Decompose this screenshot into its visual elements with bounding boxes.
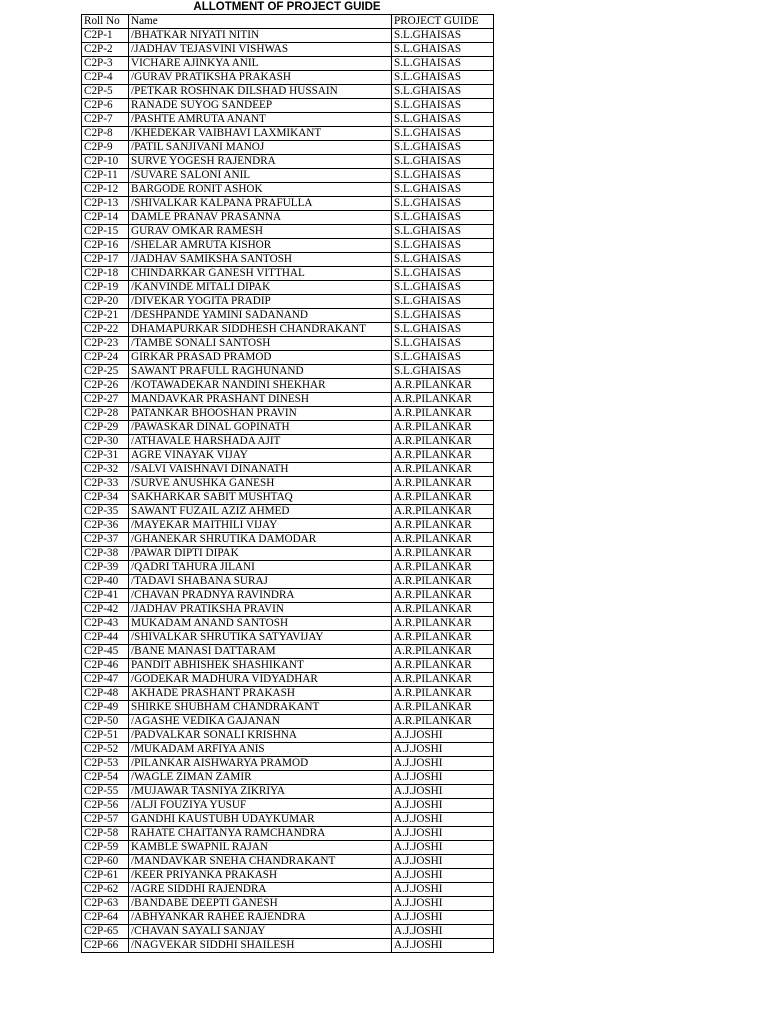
name-cell: /TAMBE SONALI SANTOSH <box>129 337 392 351</box>
roll-no-cell: C2P-53 <box>82 757 129 771</box>
name-cell: /ATHAVALE HARSHADA AJIT <box>129 435 392 449</box>
table-row <box>82 533 494 547</box>
project-guide-cell: S.L.GHAISAS <box>392 85 494 99</box>
name-cell: BARGODE RONIT ASHOK <box>129 183 392 197</box>
project-guide-cell: A.R.PILANKAR <box>392 631 494 645</box>
roll-no-cell: C2P-16 <box>82 239 129 253</box>
name-cell: SAWANT PRAFULL RAGHUNAND <box>129 365 392 379</box>
project-guide-cell: A.J.JOSHI <box>392 911 494 925</box>
project-guide-cell: A.J.JOSHI <box>392 883 494 897</box>
name-cell: /KOTAWADEKAR NANDINI SHEKHAR <box>129 379 392 393</box>
name-cell: /ABHYANKAR RAHEE RAJENDRA <box>129 911 392 925</box>
roll-no-cell: C2P-21 <box>82 309 129 323</box>
table-row <box>82 603 494 617</box>
project-guide-cell: S.L.GHAISAS <box>392 113 494 127</box>
name-cell: /KHEDEKAR VAIBHAVI LAXMIKANT <box>129 127 392 141</box>
roll-no-cell: C2P-25 <box>82 365 129 379</box>
table-row <box>82 337 494 351</box>
project-guide-cell: A.R.PILANKAR <box>392 617 494 631</box>
project-guide-cell: A.J.JOSHI <box>392 897 494 911</box>
name-cell: /GHANEKAR SHRUTIKA DAMODAR <box>129 533 392 547</box>
table-row <box>82 281 494 295</box>
roll-no-cell: C2P-27 <box>82 393 129 407</box>
table-row <box>82 799 494 813</box>
project-guide-cell: S.L.GHAISAS <box>392 57 494 71</box>
table-row <box>82 687 494 701</box>
roll-no-cell: C2P-11 <box>82 169 129 183</box>
table-row <box>82 421 494 435</box>
header-roll-no: Roll No <box>82 15 129 29</box>
table-row <box>82 71 494 85</box>
table-row <box>82 127 494 141</box>
table-row <box>82 729 494 743</box>
table-row <box>82 855 494 869</box>
table-row <box>82 365 494 379</box>
project-guide-cell: S.L.GHAISAS <box>392 253 494 267</box>
table-row <box>82 673 494 687</box>
table-row <box>82 267 494 281</box>
name-cell: /PAWASKAR DINAL GOPINATH <box>129 421 392 435</box>
name-cell: /PATIL SANJIVANI MANOJ <box>129 141 392 155</box>
name-cell: /SUVARE SALONI ANIL <box>129 169 392 183</box>
name-cell: SAKHARKAR SABIT MUSHTAQ <box>129 491 392 505</box>
name-cell: MUKADAM ANAND SANTOSH <box>129 617 392 631</box>
table-row <box>82 701 494 715</box>
table-row <box>82 575 494 589</box>
project-guide-cell: S.L.GHAISAS <box>392 197 494 211</box>
name-cell: SHIRKE SHUBHAM CHANDRAKANT <box>129 701 392 715</box>
name-cell: /GODEKAR MADHURA VIDYADHAR <box>129 673 392 687</box>
roll-no-cell: C2P-2 <box>82 43 129 57</box>
project-guide-cell: A.R.PILANKAR <box>392 687 494 701</box>
name-cell: /SHELAR AMRUTA KISHOR <box>129 239 392 253</box>
name-cell: RANADE SUYOG SANDEEP <box>129 99 392 113</box>
project-guide-cell: A.R.PILANKAR <box>392 407 494 421</box>
project-guide-cell: A.J.JOSHI <box>392 827 494 841</box>
table-row <box>82 239 494 253</box>
roll-no-cell: C2P-52 <box>82 743 129 757</box>
table-row <box>82 449 494 463</box>
name-cell: SURVE YOGESH RAJENDRA <box>129 155 392 169</box>
roll-no-cell: C2P-3 <box>82 57 129 71</box>
roll-no-cell: C2P-57 <box>82 813 129 827</box>
project-guide-cell: A.R.PILANKAR <box>392 659 494 673</box>
project-guide-cell: A.J.JOSHI <box>392 743 494 757</box>
name-cell: /PASHTE AMRUTA ANANT <box>129 113 392 127</box>
name-cell: CHINDARKAR GANESH VITTHAL <box>129 267 392 281</box>
name-cell: /JADHAV PRATIKSHA PRAVIN <box>129 603 392 617</box>
project-guide-cell: S.L.GHAISAS <box>392 323 494 337</box>
roll-no-cell: C2P-35 <box>82 505 129 519</box>
project-guide-cell: S.L.GHAISAS <box>392 71 494 85</box>
name-cell: AGRE VINAYAK VIJAY <box>129 449 392 463</box>
name-cell: /QADRI TAHURA JILANI <box>129 561 392 575</box>
roll-no-cell: C2P-49 <box>82 701 129 715</box>
name-cell: PANDIT ABHISHEK SHASHIKANT <box>129 659 392 673</box>
name-cell: MANDAVKAR PRASHANT DINESH <box>129 393 392 407</box>
project-guide-cell: A.R.PILANKAR <box>392 505 494 519</box>
name-cell: /JADHAV SAMIKSHA SANTOSH <box>129 253 392 267</box>
project-guide-cell: A.J.JOSHI <box>392 799 494 813</box>
roll-no-cell: C2P-41 <box>82 589 129 603</box>
roll-no-cell: C2P-30 <box>82 435 129 449</box>
name-cell: GANDHI KAUSTUBH UDAYKUMAR <box>129 813 392 827</box>
roll-no-cell: C2P-26 <box>82 379 129 393</box>
table-row <box>82 925 494 939</box>
name-cell: /AGRE SIDDHI RAJENDRA <box>129 883 392 897</box>
project-guide-cell: S.L.GHAISAS <box>392 155 494 169</box>
table-row <box>82 295 494 309</box>
project-guide-cell: A.R.PILANKAR <box>392 603 494 617</box>
roll-no-cell: C2P-64 <box>82 911 129 925</box>
project-guide-cell: S.L.GHAISAS <box>392 267 494 281</box>
project-guide-cell: A.J.JOSHI <box>392 939 494 953</box>
roll-no-cell: C2P-47 <box>82 673 129 687</box>
name-cell: /BANDABE DEEPTI GANESH <box>129 897 392 911</box>
name-cell: /GURAV PRATIKSHA PRAKASH <box>129 71 392 85</box>
table-row <box>82 561 494 575</box>
project-guide-cell: A.R.PILANKAR <box>392 519 494 533</box>
table-row <box>82 29 494 43</box>
roll-no-cell: C2P-56 <box>82 799 129 813</box>
table-row <box>82 253 494 267</box>
name-cell: /PADVALKAR SONALI KRISHNA <box>129 729 392 743</box>
table-row <box>82 169 494 183</box>
project-guide-cell: S.L.GHAISAS <box>392 29 494 43</box>
project-guide-cell: A.R.PILANKAR <box>392 645 494 659</box>
table-row <box>82 743 494 757</box>
name-cell: /SALVI VAISHNAVI DINANATH <box>129 463 392 477</box>
project-guide-cell: A.J.JOSHI <box>392 925 494 939</box>
roll-no-cell: C2P-63 <box>82 897 129 911</box>
table-row <box>82 645 494 659</box>
roll-no-cell: C2P-46 <box>82 659 129 673</box>
roll-no-cell: C2P-14 <box>82 211 129 225</box>
project-guide-cell: A.J.JOSHI <box>392 855 494 869</box>
name-cell: /MUJAWAR TASNIYA ZIKRIYA <box>129 785 392 799</box>
table-row <box>82 351 494 365</box>
project-guide-cell: A.J.JOSHI <box>392 841 494 855</box>
project-guide-cell: A.R.PILANKAR <box>392 589 494 603</box>
name-cell: /PAWAR DIPTI DIPAK <box>129 547 392 561</box>
roll-no-cell: C2P-33 <box>82 477 129 491</box>
table-row <box>82 883 494 897</box>
name-cell: AKHADE PRASHANT PRAKASH <box>129 687 392 701</box>
project-guide-cell: A.R.PILANKAR <box>392 449 494 463</box>
project-guide-cell: A.R.PILANKAR <box>392 673 494 687</box>
name-cell: /BANE MANASI DATTARAM <box>129 645 392 659</box>
header-name: Name <box>129 15 392 29</box>
roll-no-cell: C2P-44 <box>82 631 129 645</box>
table-row <box>82 155 494 169</box>
name-cell: /JADHAV TEJASVINI VISHWAS <box>129 43 392 57</box>
roll-no-cell: C2P-62 <box>82 883 129 897</box>
project-guide-cell: S.L.GHAISAS <box>392 351 494 365</box>
roll-no-cell: C2P-61 <box>82 869 129 883</box>
table-row <box>82 113 494 127</box>
table-row <box>82 477 494 491</box>
roll-no-cell: C2P-7 <box>82 113 129 127</box>
project-guide-cell: S.L.GHAISAS <box>392 225 494 239</box>
name-cell: /ALJI FOUZIYA YUSUF <box>129 799 392 813</box>
project-guide-cell: S.L.GHAISAS <box>392 183 494 197</box>
table-row <box>82 813 494 827</box>
name-cell: PATANKAR BHOOSHAN PRAVIN <box>129 407 392 421</box>
roll-no-cell: C2P-45 <box>82 645 129 659</box>
name-cell: /KANVINDE MITALI DIPAK <box>129 281 392 295</box>
name-cell: /MAYEKAR MAITHILI VIJAY <box>129 519 392 533</box>
roll-no-cell: C2P-19 <box>82 281 129 295</box>
name-cell: RAHATE CHAITANYA RAMCHANDRA <box>129 827 392 841</box>
table-row <box>82 757 494 771</box>
table-row <box>82 869 494 883</box>
table-row <box>82 183 494 197</box>
name-cell: /DESHPANDE YAMINI SADANAND <box>129 309 392 323</box>
header-project-guide: PROJECT GUIDE <box>392 15 494 29</box>
project-guide-cell: S.L.GHAISAS <box>392 239 494 253</box>
project-guide-cell: A.R.PILANKAR <box>392 547 494 561</box>
project-guide-cell: A.R.PILANKAR <box>392 379 494 393</box>
roll-no-cell: C2P-59 <box>82 841 129 855</box>
roll-no-cell: C2P-9 <box>82 141 129 155</box>
roll-no-cell: C2P-60 <box>82 855 129 869</box>
table-row <box>82 841 494 855</box>
table-row <box>82 827 494 841</box>
name-cell: /KEER PRIYANKA PRAKASH <box>129 869 392 883</box>
project-guide-cell: S.L.GHAISAS <box>392 99 494 113</box>
project-guide-cell: A.J.JOSHI <box>392 785 494 799</box>
name-cell: /AGASHE VEDIKA GAJANAN <box>129 715 392 729</box>
roll-no-cell: C2P-58 <box>82 827 129 841</box>
roll-no-cell: C2P-24 <box>82 351 129 365</box>
project-guide-cell: A.J.JOSHI <box>392 813 494 827</box>
table-row <box>82 197 494 211</box>
table-row <box>82 85 494 99</box>
name-cell: SAWANT FUZAIL AZIZ AHMED <box>129 505 392 519</box>
name-cell: DAMLE PRANAV PRASANNA <box>129 211 392 225</box>
project-guide-cell: S.L.GHAISAS <box>392 141 494 155</box>
table-row <box>82 715 494 729</box>
guide-allotment-table <box>81 14 494 953</box>
roll-no-cell: C2P-5 <box>82 85 129 99</box>
project-guide-cell: S.L.GHAISAS <box>392 169 494 183</box>
name-cell: GIRKAR PRASAD PRAMOD <box>129 351 392 365</box>
roll-no-cell: C2P-29 <box>82 421 129 435</box>
roll-no-cell: C2P-54 <box>82 771 129 785</box>
roll-no-cell: C2P-20 <box>82 295 129 309</box>
roll-no-cell: C2P-12 <box>82 183 129 197</box>
table-header-row <box>82 15 494 29</box>
project-guide-cell: A.R.PILANKAR <box>392 715 494 729</box>
roll-no-cell: C2P-51 <box>82 729 129 743</box>
table-row <box>82 309 494 323</box>
name-cell: GURAV OMKAR RAMESH <box>129 225 392 239</box>
table-row <box>82 547 494 561</box>
table-row <box>82 225 494 239</box>
roll-no-cell: C2P-55 <box>82 785 129 799</box>
roll-no-cell: C2P-18 <box>82 267 129 281</box>
project-guide-cell: A.R.PILANKAR <box>392 701 494 715</box>
table-body <box>82 29 494 953</box>
project-guide-cell: S.L.GHAISAS <box>392 281 494 295</box>
table-row <box>82 211 494 225</box>
project-guide-cell: S.L.GHAISAS <box>392 127 494 141</box>
roll-no-cell: C2P-50 <box>82 715 129 729</box>
table-row <box>82 57 494 71</box>
roll-no-cell: C2P-6 <box>82 99 129 113</box>
table-row <box>82 589 494 603</box>
table-row <box>82 463 494 477</box>
name-cell: /NAGVEKAR SIDDHI SHAILESH <box>129 939 392 953</box>
table-row <box>82 379 494 393</box>
table-row <box>82 911 494 925</box>
roll-no-cell: C2P-66 <box>82 939 129 953</box>
table-row <box>82 939 494 953</box>
project-guide-cell: A.J.JOSHI <box>392 729 494 743</box>
roll-no-cell: C2P-37 <box>82 533 129 547</box>
table-row <box>82 99 494 113</box>
project-guide-cell: A.J.JOSHI <box>392 869 494 883</box>
name-cell: /BHATKAR NIYATI NITIN <box>129 29 392 43</box>
name-cell: DHAMAPURKAR SIDDHESH CHANDRAKANT <box>129 323 392 337</box>
table-row <box>82 435 494 449</box>
table-row <box>82 631 494 645</box>
name-cell: /WAGLE ZIMAN ZAMIR <box>129 771 392 785</box>
project-guide-cell: A.J.JOSHI <box>392 771 494 785</box>
project-guide-cell: A.R.PILANKAR <box>392 421 494 435</box>
table-row <box>82 785 494 799</box>
roll-no-cell: C2P-32 <box>82 463 129 477</box>
roll-no-cell: C2P-28 <box>82 407 129 421</box>
project-guide-cell: A.R.PILANKAR <box>392 575 494 589</box>
name-cell: /CHAVAN SAYALI SANJAY <box>129 925 392 939</box>
roll-no-cell: C2P-65 <box>82 925 129 939</box>
name-cell: /MUKADAM ARFIYA ANIS <box>129 743 392 757</box>
table-row <box>82 393 494 407</box>
table-row <box>82 491 494 505</box>
name-cell: /MANDAVKAR SNEHA CHANDRAKANT <box>129 855 392 869</box>
roll-no-cell: C2P-39 <box>82 561 129 575</box>
roll-no-cell: C2P-38 <box>82 547 129 561</box>
roll-no-cell: C2P-4 <box>82 71 129 85</box>
roll-no-cell: C2P-34 <box>82 491 129 505</box>
project-guide-cell: A.J.JOSHI <box>392 757 494 771</box>
table-row <box>82 43 494 57</box>
project-guide-cell: A.R.PILANKAR <box>392 435 494 449</box>
name-cell: VICHARE AJINKYA ANIL <box>129 57 392 71</box>
table-row <box>82 659 494 673</box>
project-guide-cell: S.L.GHAISAS <box>392 337 494 351</box>
table-row <box>82 519 494 533</box>
project-guide-cell: S.L.GHAISAS <box>392 43 494 57</box>
roll-no-cell: C2P-36 <box>82 519 129 533</box>
roll-no-cell: C2P-48 <box>82 687 129 701</box>
project-guide-cell: A.R.PILANKAR <box>392 463 494 477</box>
table-row <box>82 323 494 337</box>
project-guide-cell: S.L.GHAISAS <box>392 309 494 323</box>
table-row <box>82 141 494 155</box>
roll-no-cell: C2P-22 <box>82 323 129 337</box>
project-guide-cell: S.L.GHAISAS <box>392 211 494 225</box>
roll-no-cell: C2P-1 <box>82 29 129 43</box>
roll-no-cell: C2P-43 <box>82 617 129 631</box>
project-guide-cell: A.R.PILANKAR <box>392 533 494 547</box>
roll-no-cell: C2P-10 <box>82 155 129 169</box>
project-guide-cell: A.R.PILANKAR <box>392 561 494 575</box>
roll-no-cell: C2P-23 <box>82 337 129 351</box>
project-guide-cell: S.L.GHAISAS <box>392 295 494 309</box>
project-guide-cell: A.R.PILANKAR <box>392 491 494 505</box>
name-cell: /TADAVI SHABANA SURAJ <box>129 575 392 589</box>
name-cell: KAMBLE SWAPNIL RAJAN <box>129 841 392 855</box>
roll-no-cell: C2P-15 <box>82 225 129 239</box>
name-cell: /SURVE ANUSHKA GANESH <box>129 477 392 491</box>
name-cell: /CHAVAN PRADNYA RAVINDRA <box>129 589 392 603</box>
roll-no-cell: C2P-42 <box>82 603 129 617</box>
project-guide-cell: A.R.PILANKAR <box>392 477 494 491</box>
name-cell: /PETKAR ROSHNAK DILSHAD HUSSAIN <box>129 85 392 99</box>
name-cell: /SHIVALKAR SHRUTIKA SATYAVIJAY <box>129 631 392 645</box>
project-guide-cell: S.L.GHAISAS <box>392 365 494 379</box>
table-row <box>82 407 494 421</box>
table-row <box>82 617 494 631</box>
roll-no-cell: C2P-13 <box>82 197 129 211</box>
roll-no-cell: C2P-40 <box>82 575 129 589</box>
project-guide-cell: A.R.PILANKAR <box>392 393 494 407</box>
name-cell: /DIVEKAR YOGITA PRADIP <box>129 295 392 309</box>
table-row <box>82 771 494 785</box>
name-cell: /PILANKAR AISHWARYA PRAMOD <box>129 757 392 771</box>
table-row <box>82 897 494 911</box>
name-cell: /SHIVALKAR KALPANA PRAFULLA <box>129 197 392 211</box>
roll-no-cell: C2P-8 <box>82 127 129 141</box>
roll-no-cell: C2P-17 <box>82 253 129 267</box>
table-row <box>82 505 494 519</box>
roll-no-cell: C2P-31 <box>82 449 129 463</box>
document-title: ALLOTMENT OF PROJECT GUIDE <box>193 1 381 13</box>
